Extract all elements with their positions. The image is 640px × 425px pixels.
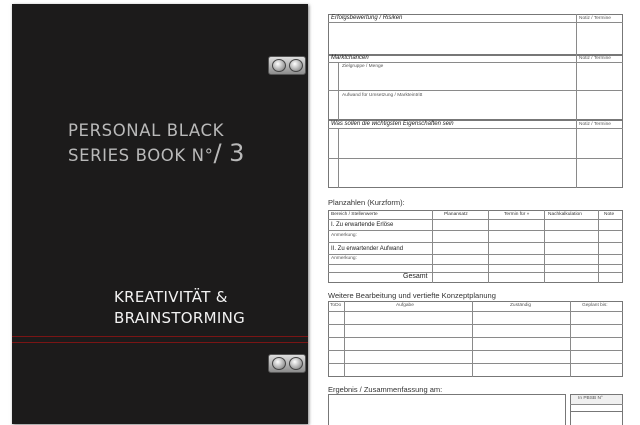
- eigenschaften-divider: [576, 120, 577, 188]
- clip-knob-icon: [289, 357, 303, 370]
- cover-title: [68, 120, 244, 167]
- pz-col-4: [598, 210, 599, 283]
- ergebnis-title: Ergebnis / Zusammenfassung am:: [328, 385, 443, 394]
- markt-indent-line: [338, 62, 339, 120]
- pz-col-header-bereich: Bereich / Stellenwerte: [331, 212, 378, 217]
- planning-sheet: [326, 6, 632, 425]
- markt-note-header: Notiz / Termine: [579, 56, 611, 61]
- markt-heading: Marktchancen: [331, 55, 369, 61]
- pz-anmerkung-1: Anmerkung:: [331, 233, 357, 238]
- eigenschaften-table: [328, 120, 623, 188]
- pz-line-6: [328, 272, 623, 273]
- pbsb-header-line: [570, 404, 623, 405]
- weitere-title: Weitere Bearbeitung und vertiefte Konzeptplanung: [328, 291, 496, 300]
- wb-col-2: [472, 301, 473, 377]
- pz-line-4: [328, 254, 623, 255]
- wb-line-5: [328, 363, 623, 364]
- wb-col-header-todo: ToDo: [330, 303, 342, 308]
- clip-knob-icon: [272, 59, 286, 72]
- eigenschaften-note-header: Notiz / Termine: [579, 122, 611, 127]
- pz-anmerkung-2: Anmerkung:: [331, 256, 357, 261]
- markt-divider: [576, 54, 577, 120]
- wb-line-2: [328, 324, 623, 325]
- pz-col-header-note: Note: [604, 212, 615, 217]
- cover-red-line-top: [12, 336, 308, 337]
- binder-clip-top: [268, 56, 306, 75]
- binder-clip-bottom: [268, 354, 306, 373]
- clip-knob-icon: [289, 59, 303, 72]
- markt-row1-label: Zielgruppe / Menge: [342, 64, 384, 69]
- pz-line-2: [328, 230, 623, 231]
- wb-col-header-geplant: Geplant bis:: [582, 303, 608, 308]
- wb-col-header-aufgabe: Aufgabe: [396, 303, 414, 308]
- pz-row-erloese: I. Zu erwartende Erlöse: [331, 222, 394, 228]
- cover-red-line-bottom: [12, 342, 308, 343]
- cover-subtitle-line1: KREATIVITÄT &: [114, 288, 228, 306]
- erfolg-note-header: Notiz / Termine: [579, 16, 611, 21]
- pz-col-2: [488, 210, 489, 283]
- wb-line-1: [328, 311, 623, 312]
- pz-line-1: [328, 219, 623, 220]
- cover-subtitle-line2: BRAINSTORMING: [114, 309, 246, 327]
- eigenschaften-heading: Was sollen die wichtigsten Eigenschaften sein: [331, 121, 454, 127]
- markt-row-line: [328, 90, 623, 91]
- pbsb-label: In PBSB N°: [578, 396, 603, 401]
- clip-knob-icon: [272, 357, 286, 370]
- cover-title-number: / 3: [213, 139, 245, 167]
- pbsb-entry: [570, 411, 623, 425]
- pz-col-header-nachkalkulation: Nachkalkulation: [548, 212, 582, 217]
- pz-line-3: [328, 242, 623, 243]
- book-cover: [12, 4, 308, 424]
- wb-col-header-zustaendig: Zuständig: [510, 303, 532, 308]
- wb-col-1: [344, 301, 345, 377]
- pz-line-5: [328, 264, 623, 265]
- eigenschaften-indent-line: [338, 128, 339, 188]
- pz-gesamt: Gesamt: [403, 273, 428, 280]
- pz-col-header-termin: Termin für »: [504, 212, 530, 217]
- pz-col-1: [432, 210, 433, 283]
- wb-col-3: [570, 301, 571, 377]
- planzahlen-title: Planzahlen (Kurzform):: [328, 198, 405, 207]
- pz-col-3: [544, 210, 545, 283]
- cover-title-line2: SERIES BOOK N°: [68, 146, 214, 165]
- ergebnis-box: [328, 394, 566, 425]
- wb-line-4: [328, 350, 623, 351]
- eigenschaften-row-line: [328, 158, 623, 159]
- markt-row2-label: Aufwand für Umsetzung / Markteintritt: [342, 93, 423, 98]
- cover-subtitle: [114, 287, 245, 329]
- wb-line-3: [328, 337, 623, 338]
- erfolg-heading: Erfolgsbewertung / Risiken: [331, 15, 403, 21]
- weitere-table: [328, 301, 623, 377]
- pz-row-aufwand: II. Zu erwartender Aufwand: [331, 246, 404, 252]
- cover-title-line1: PERSONAL BLACK: [68, 121, 224, 140]
- pz-col-header-planansatz: Planansatz: [444, 212, 468, 217]
- erfolg-divider: [576, 14, 577, 56]
